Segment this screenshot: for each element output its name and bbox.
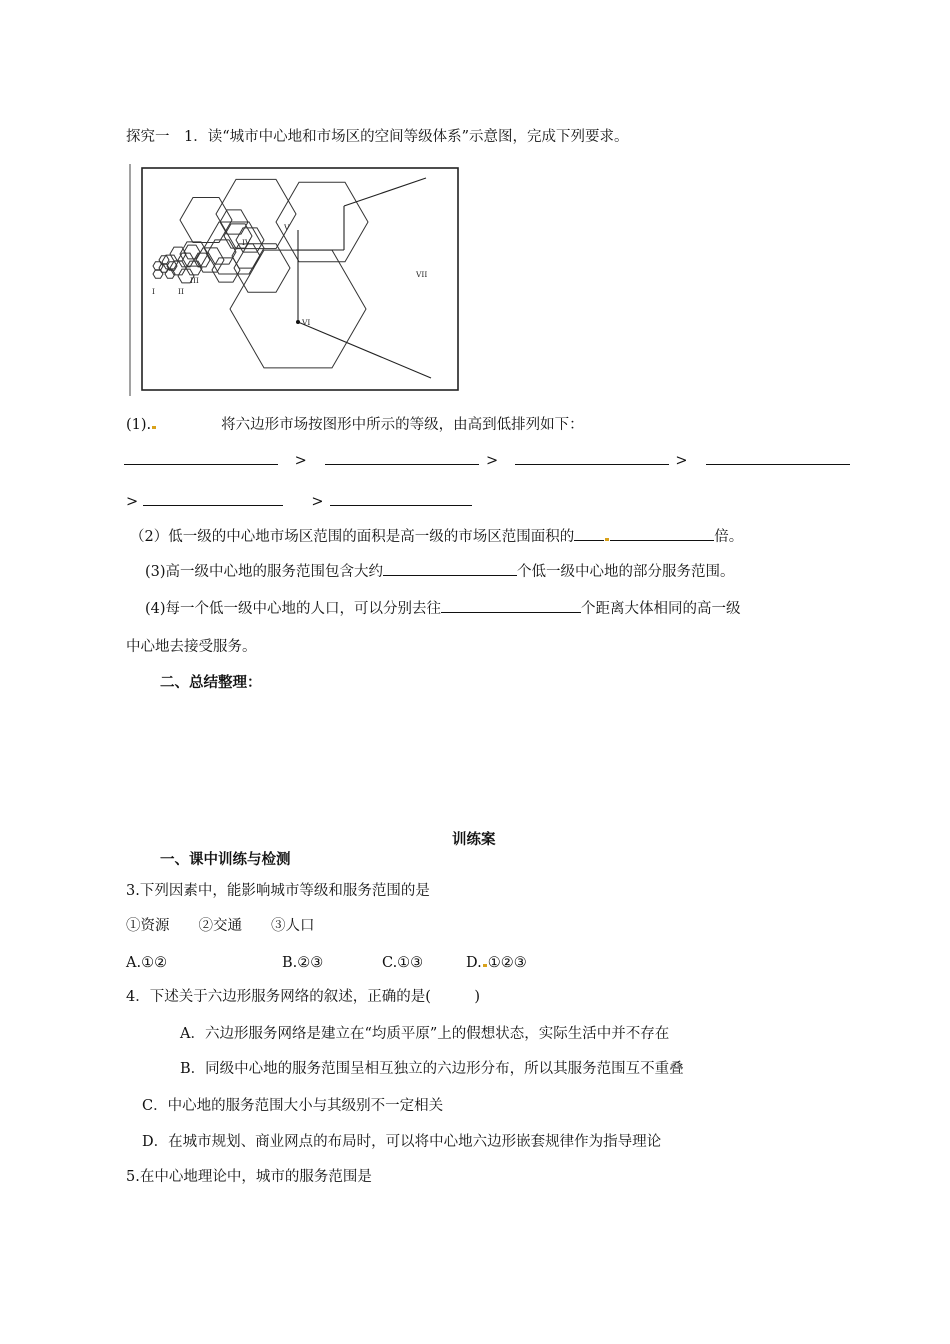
rank-blank-6[interactable]: [330, 491, 472, 506]
q4-blank[interactable]: [441, 598, 581, 613]
rank-blank-5[interactable]: [143, 491, 283, 506]
explore-heading: 探究一 1．读“城市中心地和市场区的空间等级体系”示意图，完成下列要求。: [126, 129, 629, 145]
label-i: I: [152, 287, 155, 296]
t-q3-opt-a[interactable]: A.①②: [126, 955, 168, 971]
hexagon-hierarchy-figure: [126, 164, 462, 396]
ranking-row-1: > > >: [124, 450, 850, 471]
q1-text: 将六边形市场按图形中所示的等级，由高到低排列如下：: [221, 417, 584, 433]
question-4: (4)每一个低一级中心地的人口，可以分别去往 个距离大体相同的高一级: [145, 598, 741, 619]
rank-blank-1[interactable]: [124, 450, 278, 465]
connector-lines: [296, 178, 431, 378]
label-vi: VI: [302, 318, 311, 327]
hexagon-level-iii: [208, 240, 236, 264]
t-q5-stem: 5.在中心地理论中，城市的服务范围是: [126, 1169, 372, 1185]
q3-blank[interactable]: [383, 561, 517, 576]
t-q3-stem: 3.下列因素中，能影响城市等级和服务范围的是: [126, 883, 430, 899]
t-q3-factors: ①资源 ②交通 ③人口: [126, 918, 315, 934]
q2-blank-b[interactable]: [610, 526, 714, 541]
label-iii: III: [190, 276, 199, 285]
hexagon-level-i: [159, 256, 169, 265]
rank-blank-2[interactable]: [325, 450, 479, 465]
t-q3-opt-c[interactable]: C.①③: [382, 955, 424, 971]
question-2: （2）低一级的中心地市场区范围的面积是高一级的市场区范围面积的 倍。: [130, 526, 743, 547]
t-q4-stem: 4．下述关于六边形服务网络的叙述，正确的是( ): [126, 989, 481, 1005]
hexagon-level-ii: [170, 247, 186, 261]
q1-number: (1).: [126, 417, 152, 433]
hexagon-level-ii: [170, 261, 186, 275]
t-q3-options: [126, 953, 527, 973]
label-iv: IV: [242, 238, 251, 247]
question-3: (3)高一级中心地的服务范围包含大约 个低一级中心地的部分服务范围。: [145, 561, 735, 582]
label-v: V: [284, 223, 290, 232]
center-point-vi: [296, 320, 300, 324]
label-ii: II: [178, 287, 184, 296]
training-section: 一、课中训练与检测: [160, 852, 291, 868]
t-q4-opt-a[interactable]: A．六边形服务网络是建立在“均质平原”上的假想状态，实际生活中并不存在: [180, 1026, 670, 1042]
ranking-row-2: > >: [126, 491, 472, 512]
summary-heading: 二、总结整理：: [160, 675, 262, 691]
hexagon-level-ii: [186, 261, 202, 275]
t-q3-opt-d[interactable]: D. ①②③: [466, 955, 527, 971]
question-4-cont: 中心地去接受服务。: [126, 639, 257, 655]
label-vii: VII: [416, 270, 428, 279]
rank-blank-4[interactable]: [706, 450, 850, 465]
training-title: 训练案: [452, 832, 496, 848]
rank-blank-3[interactable]: [515, 450, 669, 465]
t-q4-opt-c[interactable]: C．中心地的服务范围大小与其级别不一定相关: [142, 1098, 444, 1114]
t-q4-opt-b[interactable]: B．同级中心地的服务范围呈相互独立的六边形分布，所以其服务范围互不重叠: [180, 1061, 684, 1077]
hexagon-level-i: [153, 270, 163, 279]
q2-blank-a[interactable]: [574, 526, 604, 541]
hexagon-level-i: [153, 262, 163, 271]
t-q4-opt-d[interactable]: D．在城市规划、商业网点的布局时，可以将中心地六边形嵌套规律作为指导理论: [142, 1134, 662, 1150]
question-1: [126, 415, 584, 435]
t-q3-opt-b[interactable]: B.②③: [282, 955, 324, 971]
